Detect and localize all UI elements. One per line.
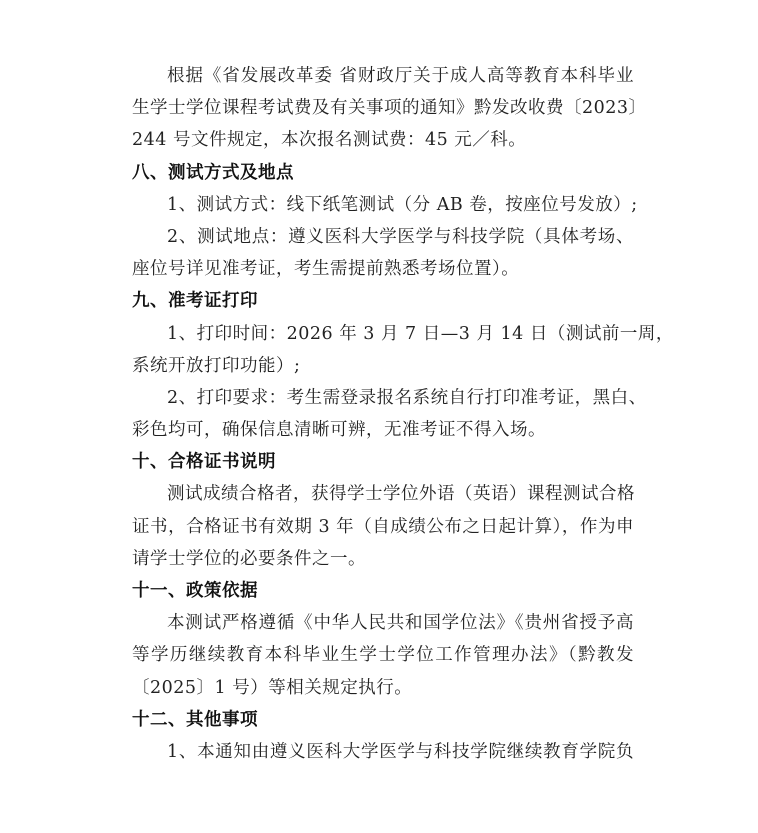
paragraph-line: 〔2025〕1 号）等相关规定执行。 [132, 677, 413, 698]
paragraph-line: 2、打印要求：考生需登录报名系统自行打印准考证，黑白、 [167, 387, 647, 408]
paragraph-line: 彩色均可，确保信息清晰可辨，无准考证不得入场。 [132, 420, 546, 441]
fee-paragraph [132, 60, 647, 157]
section-other-matters [132, 704, 634, 768]
section-heading: 十、合格证书说明 [132, 452, 276, 473]
paragraph-line: 系统开放打印功能）; [132, 355, 301, 376]
paragraph-line: 1、打印时间：2026 年 3 月 7 日—3 月 14 日（测试前一周， [167, 323, 674, 344]
section-heading: 八、测试方式及地点 [132, 162, 294, 183]
paragraph-line: 座位号详见准考证，考生需提前熟悉考场位置）。 [132, 259, 520, 280]
section-heading: 十一、政策依据 [132, 581, 258, 601]
section-heading: 九、准考证打印 [132, 291, 258, 312]
paragraph-line: 1、测试方式：线下纸笔测试（分 AB 卷，按座位号发放）; [167, 194, 638, 215]
paragraph-line: 2、测试地点：遵义医科大学医学与科技学院（具体考场、 [167, 226, 634, 247]
paragraph-line: 根据《省发展改革委 省财政厅关于成人高等教育本科毕业 [167, 66, 634, 86]
section-admission-ticket-printing [132, 285, 674, 446]
paragraph-line: 测试成绩合格者，获得学士学位外语（英语）课程测试合格 [167, 484, 635, 505]
paragraph-line: 证书，合格证书有效期 3 年（自成绩公布之日起计算），作为申 [132, 516, 634, 537]
paragraph-line: 生学士学位课程考试费及有关事项的通知》黔发改收费〔2023〕 [132, 98, 647, 119]
section-policy-basis [132, 575, 634, 704]
document-page [132, 60, 674, 768]
paragraph-line: 1、本通知由遵义医科大学医学与科技学院继续教育学院负 [167, 741, 634, 762]
paragraph-line: 等学历继续教育本科毕业生学士学位工作管理办法》（黔教发 [132, 645, 634, 666]
section-certificate-description [132, 446, 634, 575]
paragraph-line: 244 号文件规定，本次报名测试费：45 元／科。 [132, 130, 527, 151]
section-test-method-location [132, 157, 638, 286]
paragraph-line: 本测试严格遵循《中华人民共和国学位法》《贵州省授予高 [167, 613, 634, 634]
paragraph-line: 请学士学位的必要条件之一。 [132, 548, 366, 569]
section-heading: 十二、其他事项 [132, 709, 258, 730]
